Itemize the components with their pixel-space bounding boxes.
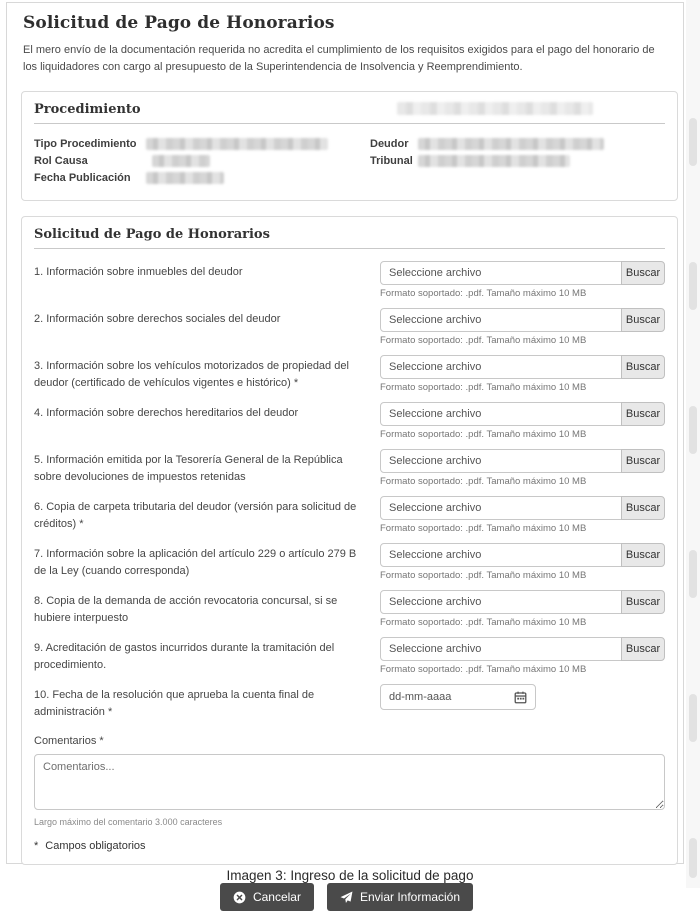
- form-row-5: [34, 449, 665, 487]
- file-input-text: Seleccione archivo: [389, 643, 482, 656]
- required-note-text: Campos obligatorios: [45, 840, 146, 853]
- file-input-2[interactable]: [380, 308, 622, 332]
- browse-button-4[interactable]: Buscar: [621, 402, 665, 426]
- file-input-4[interactable]: [380, 402, 622, 426]
- field-deudor: [370, 137, 665, 150]
- submit-button-label: Enviar Información: [359, 890, 461, 905]
- file-input-8[interactable]: [380, 590, 622, 614]
- field-label: Rol Causa: [34, 154, 88, 167]
- file-input-text: Seleccione archivo: [389, 455, 482, 468]
- request-form-card: [21, 216, 678, 865]
- form-row-8: [34, 590, 665, 628]
- file-input-1[interactable]: [380, 261, 622, 285]
- file-input-3[interactable]: [380, 355, 622, 379]
- date-input-field[interactable]: [389, 691, 489, 703]
- file-input-9[interactable]: [380, 637, 622, 661]
- browse-button-6[interactable]: Buscar: [621, 496, 665, 520]
- browse-button-3[interactable]: Buscar: [621, 355, 665, 379]
- field-tribunal: [370, 154, 665, 167]
- browse-button-9[interactable]: Buscar: [621, 637, 665, 661]
- item-label: 1. Información sobre inmuebles del deudor: [34, 266, 243, 279]
- field-fecha-publicacion: [34, 171, 370, 184]
- file-input-text: Seleccione archivo: [389, 361, 482, 374]
- file-input-6[interactable]: [380, 496, 622, 520]
- form-row-date: [34, 684, 665, 720]
- cancel-button[interactable]: [220, 883, 314, 911]
- form-row-6: [34, 496, 665, 534]
- cancel-button-label: Cancelar: [252, 890, 301, 905]
- item-label: 6. Copia de carpeta tributaria del deudor (versión para solicitud de créditos) *: [34, 501, 357, 530]
- file-format-note: Formato soportado: .pdf. Tamaño máximo 10 MB: [380, 476, 587, 488]
- required-note: [34, 840, 665, 852]
- redacted-value: [152, 155, 210, 167]
- procedure-heading: [34, 102, 665, 124]
- item-label: 2. Información sobre derechos sociales del deudor: [34, 313, 281, 326]
- browse-button-7[interactable]: Buscar: [621, 543, 665, 567]
- form-row-2: [34, 308, 665, 346]
- file-input-text: Seleccione archivo: [389, 596, 482, 609]
- item-label: 5. Información emitida por la Tesorería General de la República sobre devoluciones de impuestos retenidas: [34, 454, 343, 483]
- file-format-note: Formato soportado: .pdf. Tamaño máximo 10 MB: [380, 335, 587, 347]
- file-format-note: Formato soportado: .pdf. Tamaño máximo 10 MB: [380, 523, 587, 535]
- form-row-7: [34, 543, 665, 581]
- procedure-fields: [34, 137, 665, 188]
- file-input-text: Seleccione archivo: [389, 408, 482, 421]
- file-format-note: Formato soportado: .pdf. Tamaño máximo 10 MB: [380, 288, 587, 300]
- item-label: 4. Información sobre derechos hereditarios del deudor: [34, 407, 299, 420]
- item-label: 10. Fecha de la resolución que aprueba la cuenta final de administración *: [34, 689, 315, 718]
- scrollbar[interactable]: [686, 0, 700, 888]
- redacted-badge: [397, 102, 593, 115]
- comments-helper: Largo máximo del comentario 3.000 caracteres: [34, 817, 223, 828]
- comments-label: Comentarios *: [34, 735, 104, 748]
- file-format-note: Formato soportado: .pdf. Tamaño máximo 10 MB: [380, 617, 587, 629]
- file-format-note: Formato soportado: .pdf. Tamaño máximo 10 MB: [380, 382, 587, 394]
- browse-button-5[interactable]: Buscar: [621, 449, 665, 473]
- procedure-card: [21, 91, 678, 201]
- file-input-7[interactable]: [380, 543, 622, 567]
- scrollbar-thumb: [689, 406, 697, 454]
- redacted-value: [418, 155, 570, 167]
- scrollbar-thumb[interactable]: [689, 118, 697, 166]
- page-intro: El mero envío de la documentación requerida no acredita el cumplimiento de los requisitos exigidos para el pago del honorario de los liquidadores con cargo al presupuesto de la Superintendencia de Insolvencia y Reemprendimiento.: [23, 44, 655, 74]
- paper-plane-icon: [340, 891, 353, 904]
- date-input[interactable]: [380, 684, 536, 710]
- calendar-icon: [514, 691, 527, 704]
- scrollbar-thumb: [689, 550, 697, 598]
- times-circle-icon: [233, 891, 246, 904]
- field-label: Deudor: [370, 137, 409, 150]
- field-label: Tipo Procedimiento: [34, 137, 137, 150]
- file-input-text: Seleccione archivo: [389, 502, 482, 515]
- scrollbar-thumb: [689, 694, 697, 742]
- item-label: 7. Información sobre la aplicación del artículo 229 o artículo 279 B de la Ley (cuando corresponda): [34, 548, 357, 577]
- item-label: 9. Acreditación de gastos incurridos durante la tramitación del procedimiento.: [34, 642, 335, 671]
- submit-button[interactable]: [327, 883, 473, 911]
- scrollbar-thumb: [689, 262, 697, 310]
- item-label: 8. Copia de la demanda de acción revocatoria concursal, si se hubiere interpuesto: [34, 595, 338, 624]
- comments-textarea[interactable]: [34, 754, 665, 810]
- browse-button-8[interactable]: Buscar: [621, 590, 665, 614]
- redacted-value: [146, 138, 328, 150]
- page-title: Solicitud de Pago de Honorarios: [23, 13, 335, 33]
- file-input-text: Seleccione archivo: [389, 267, 482, 280]
- form-row-3: [34, 355, 665, 393]
- file-format-note: Formato soportado: .pdf. Tamaño máximo 10 MB: [380, 429, 587, 441]
- browse-button-1[interactable]: Buscar: [621, 261, 665, 285]
- required-star: *: [34, 840, 39, 853]
- file-format-note: Formato soportado: .pdf. Tamaño máximo 10 MB: [380, 570, 587, 582]
- figure-caption: Imagen 3: Ingreso de la solicitud de pago: [226, 868, 474, 883]
- redacted-value: [146, 172, 224, 184]
- form-row-4: [34, 402, 665, 440]
- file-input-5[interactable]: [380, 449, 622, 473]
- form-rows: [34, 261, 665, 852]
- field-label: Tribunal: [370, 154, 413, 167]
- form-heading: Solicitud de Pago de Honorarios: [34, 227, 665, 249]
- field-label: Fecha Publicación: [34, 171, 131, 184]
- field-rol-causa: [34, 154, 370, 167]
- action-bar: [15, 883, 678, 911]
- item-label: 3. Información sobre los vehículos motorizados de propiedad del deudor (certificado de vehículos vigentes e histórico) *: [34, 360, 349, 389]
- browse-button-2[interactable]: Buscar: [621, 308, 665, 332]
- file-input-text: Seleccione archivo: [389, 314, 482, 327]
- file-input-text: Seleccione archivo: [389, 549, 482, 562]
- procedure-heading-text: Procedimiento: [34, 102, 141, 118]
- file-format-note: Formato soportado: .pdf. Tamaño máximo 10 MB: [380, 664, 587, 676]
- form-row-9: [34, 637, 665, 675]
- redacted-value: [418, 138, 604, 150]
- form-row-1: [34, 261, 665, 299]
- field-tipo-procedimiento: [34, 137, 370, 150]
